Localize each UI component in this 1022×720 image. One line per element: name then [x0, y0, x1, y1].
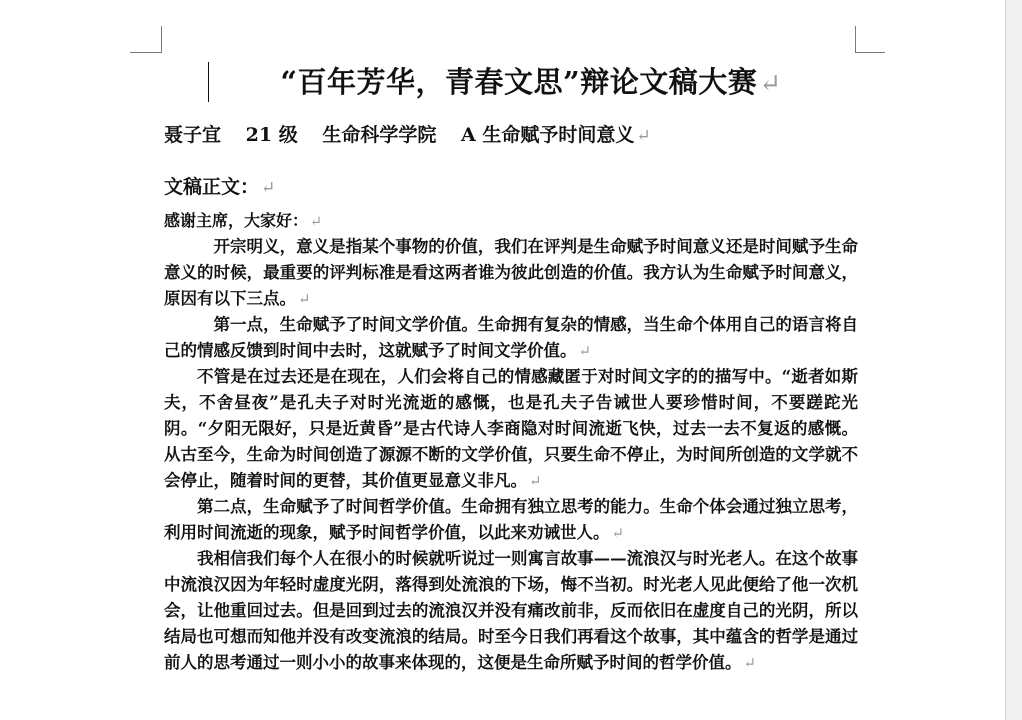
paragraph-mark-icon: ↵	[261, 178, 276, 198]
paragraph-mark-icon: ↵	[759, 69, 782, 99]
margin-corner-mark-top-right-vertical	[855, 26, 856, 53]
body-paragraph-text: 第二点，生命赋予了时间哲学价值。生命拥有独立思考的能力。生命个体会通过独立思考，利用时间流逝的现象，赋予时间哲学价值，以此来劝诫世人。	[164, 497, 858, 542]
body-paragraph	[164, 312, 858, 364]
paragraph-mark-icon: ↵	[529, 472, 542, 490]
paragraph-mark-icon: ↵	[636, 126, 651, 146]
body-paragraph	[164, 234, 858, 312]
document-title-text: “百年芳华，青春文思”辩论文稿大赛	[280, 65, 758, 99]
body-paragraph-text: 第一点，生命赋予了时间文学价值。生命拥有复杂的情感，当生命个体用自己的语言将自己的情感反馈到时间中去时，这就赋予了时间文学价值。	[164, 315, 858, 360]
margin-corner-mark-top-left-vertical	[161, 26, 162, 53]
greeting-text: 感谢主席，大家好：	[164, 211, 309, 230]
body-paragraph-text: 我相信我们每个人在很小的时候就听说过一则寓言故事——流浪汉与时光老人。在这个故事中流浪汉因为年轻时虚度光阴，落得到处流浪的下场，悔不当初。时光老人见此便给了他一次机会，让他重回过去。但是回到过去的流浪汉并没有痛改前非，反而依旧在虚度自己的光阴，所以结局也可想而知他并没有改变流浪的结局。时至今日我们再看这个故事，其中蕴含的哲学是通过前人的思考通过一则小小的故事来体现的，这便是生命所赋予时间的哲学价值。	[164, 549, 858, 672]
body-paragraph	[164, 546, 858, 676]
author-name: 聂子宜	[164, 124, 222, 146]
paragraph-mark-icon: ↵	[743, 654, 756, 672]
body-paragraph	[164, 364, 858, 494]
paragraph-mark-icon: ↵	[298, 290, 311, 308]
paragraph-mark-icon: ↵	[578, 342, 591, 360]
document-page[interactable]	[164, 60, 858, 676]
vertical-scrollbar[interactable]	[1005, 0, 1022, 720]
author-grade: 21 级	[245, 124, 298, 146]
greeting	[164, 208, 858, 234]
section-heading	[164, 172, 858, 202]
margin-corner-mark-top-left	[130, 52, 162, 53]
section-heading-text: 文稿正文：	[164, 176, 260, 198]
body-paragraph	[164, 494, 858, 546]
author-line	[164, 120, 858, 150]
paragraph-mark-icon: ↵	[611, 524, 624, 542]
body-paragraph-text: 开宗明义，意义是指某个事物的价值，我们在评判是生命赋予时间意义还是时间赋予生命意义的时候，最重要的评判标准是看这两者谁为彼此创造的价值。我方认为生命赋予时间意义，原因有以下三点。	[164, 237, 858, 308]
author-school: 生命科学学院	[322, 124, 437, 146]
margin-corner-mark-top-right	[855, 52, 885, 53]
document-title	[164, 60, 858, 104]
body-paragraph-text: 不管是在过去还是在现在，人们会将自己的情感藏匿于对时间文字的的描写中。“逝者如斯夫，不舍昼夜”是孔夫子对时光流逝的感慨，也是孔夫子告诫世人要珍惜时间，不要蹉跎光阴。“夕阳无限好，只是近黄昏”是古代诗人李商隐对时间流逝飞快，过去一去不复返的感慨。从古至今，生命为时间创造了源源不断的文学价值，只要生命不停止，为时间所创造的文学就不会停止，随着时间的更替，其价值更显意义非凡。	[164, 367, 858, 490]
author-topic: A 生命赋予时间意义	[460, 124, 635, 146]
paragraph-mark-icon: ↵	[310, 214, 323, 230]
